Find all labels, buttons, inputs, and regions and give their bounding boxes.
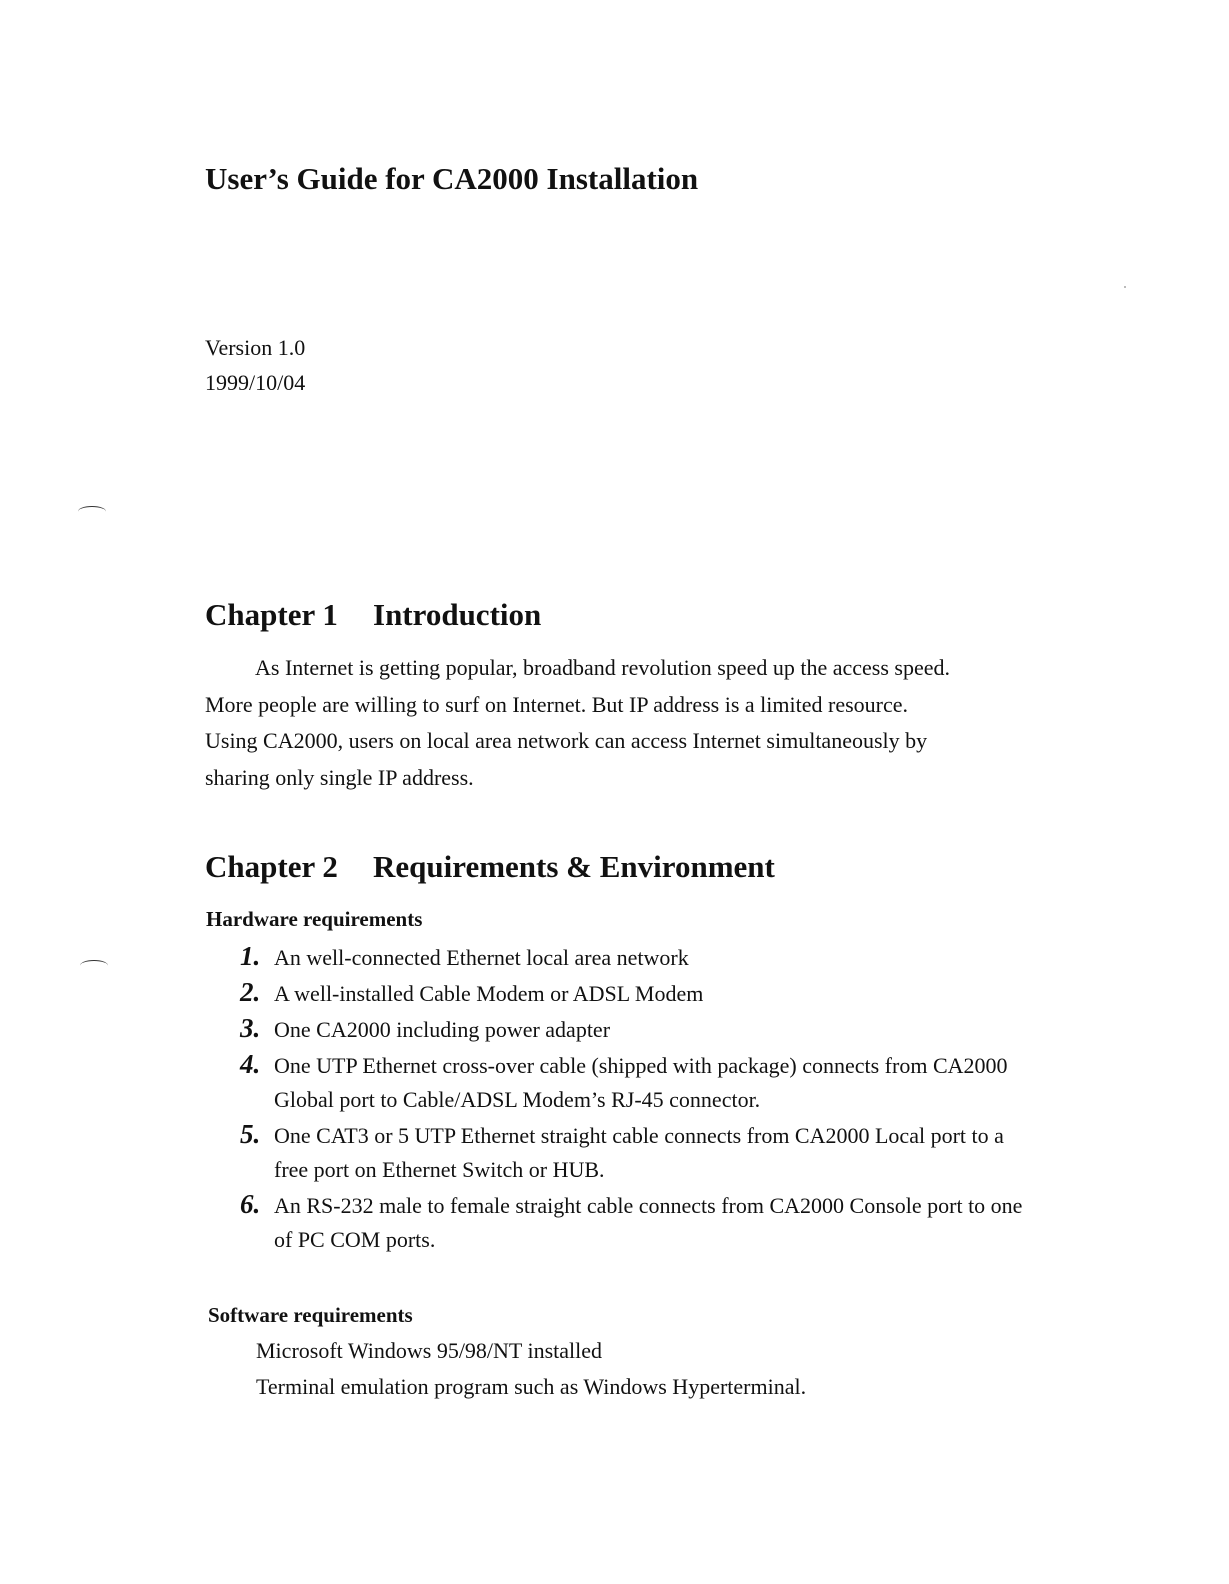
- list-item-text: One UTP Ethernet cross-over cable (shipped with package) connects from CA2000 Global port to Cable/ADSL Modem’s RJ-45 connector.: [274, 1053, 1008, 1112]
- chapter-title: Requirements & Environment: [373, 849, 775, 884]
- scan-speck: [1124, 286, 1126, 288]
- scan-mark: [78, 506, 106, 517]
- list-item: [240, 941, 1040, 975]
- list-number: 2.: [240, 977, 261, 1007]
- document-date: 1999/10/04: [205, 370, 306, 395]
- paragraph-line: sharing only single IP address.: [205, 764, 474, 790]
- version-label: Version 1.0: [205, 335, 306, 360]
- list-item-text: One CA2000 including power adapter: [274, 1017, 611, 1042]
- list-item-text: One CAT3 or 5 UTP Ethernet straight cable connects from CA2000 Local port to a free port on Ethernet Switch or HUB.: [274, 1123, 1004, 1182]
- hardware-requirements-heading: Hardware requirements: [206, 907, 423, 931]
- paragraph-line: As Internet is getting popular, broadband revolution speed up the access speed.: [255, 655, 950, 680]
- software-requirements-list: [256, 1333, 806, 1405]
- list-number: 3.: [240, 1013, 261, 1043]
- hardware-requirements-list: [240, 941, 1040, 1259]
- chapter-2-heading: [205, 848, 775, 885]
- software-requirement-line: Terminal emulation program such as Windows Hyperterminal.: [256, 1374, 807, 1399]
- list-item-text: An RS-232 male to female straight cable connects from CA2000 Console port to one of PC COM ports.: [274, 1193, 1023, 1252]
- version-block: [205, 330, 305, 400]
- list-number: 1.: [240, 941, 261, 971]
- page-title: User’s Guide for CA2000 Installation: [205, 161, 699, 196]
- chapter-number: Chapter 1: [205, 597, 338, 632]
- list-item-text: A well-installed Cable Modem or ADSL Modem: [274, 981, 704, 1006]
- chapter-title: Introduction: [373, 597, 542, 632]
- software-requirement-line: Microsoft Windows 95/98/NT installed: [256, 1338, 603, 1363]
- list-item: [240, 977, 1040, 1011]
- list-number: 6.: [240, 1189, 261, 1219]
- chapter-1-heading: [205, 596, 541, 633]
- introduction-paragraph: [205, 650, 1025, 796]
- paragraph-line: Using CA2000, users on local area network can access Internet simultaneously by: [205, 728, 928, 753]
- list-item: [240, 1189, 1040, 1257]
- list-item: [240, 1013, 1040, 1047]
- paragraph-line: More people are willing to surf on Internet. But IP address is a limited resource.: [205, 691, 909, 717]
- scan-mark: [80, 960, 108, 971]
- list-item-text: An well-connected Ethernet local area network: [274, 945, 689, 970]
- list-number: 4.: [240, 1049, 261, 1079]
- list-number: 5.: [240, 1119, 261, 1149]
- software-requirements-heading: Software requirements: [208, 1303, 413, 1327]
- list-item: [240, 1049, 1040, 1117]
- list-item: [240, 1119, 1040, 1187]
- chapter-number: Chapter 2: [205, 849, 338, 884]
